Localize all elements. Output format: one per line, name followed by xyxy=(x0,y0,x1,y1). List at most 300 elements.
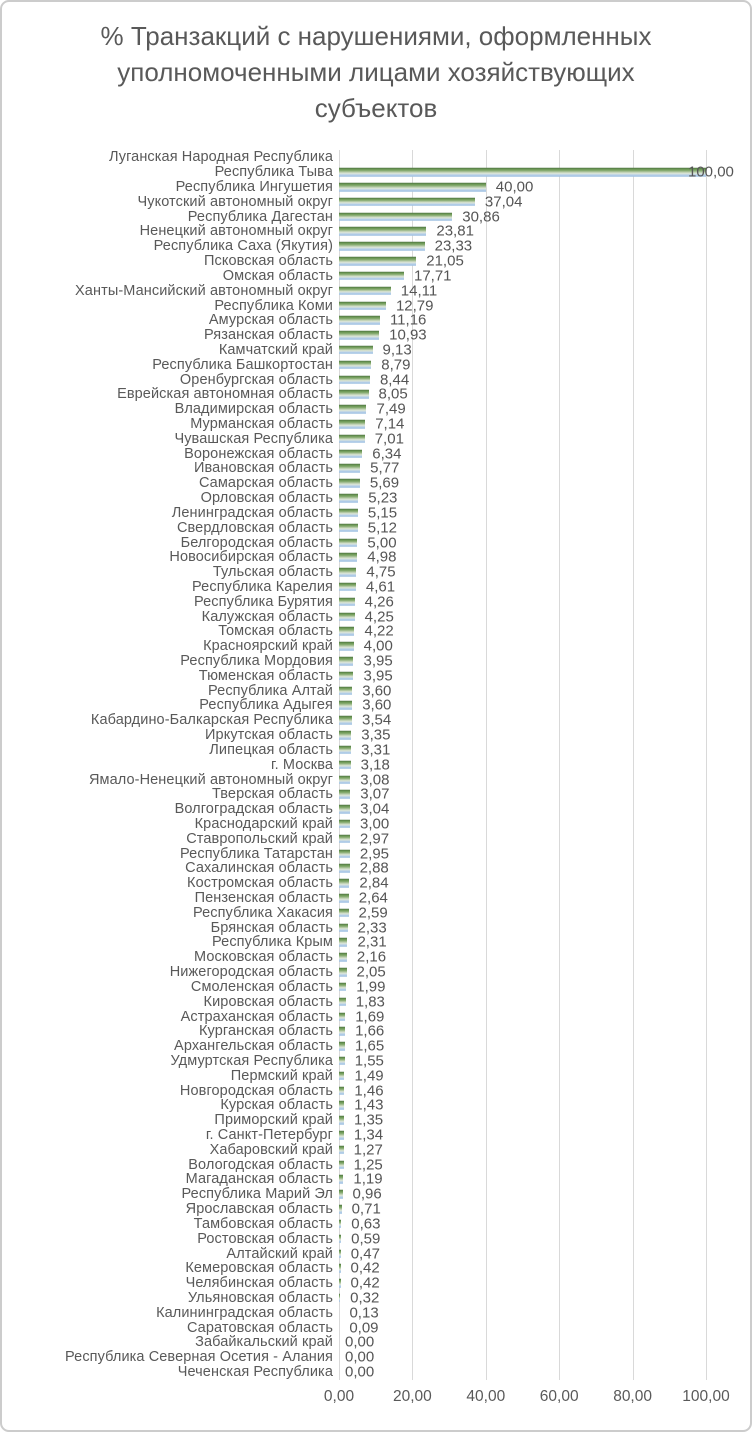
bar xyxy=(339,1116,344,1125)
category-label: Кабардино-Балкарская Республика xyxy=(90,712,333,729)
category-label: Свердловская область xyxy=(176,519,333,536)
category-label: Томская область xyxy=(218,623,333,640)
bar-row xyxy=(2,431,750,446)
value-label: 5,12 xyxy=(367,519,397,537)
bar-row xyxy=(2,565,750,580)
bar-row xyxy=(2,920,750,935)
plot-cell xyxy=(339,950,750,965)
value-label: 4,75 xyxy=(366,563,396,581)
plot-cell xyxy=(339,668,750,683)
bar xyxy=(339,553,357,562)
plot-cell xyxy=(339,831,750,846)
plot-cell xyxy=(339,283,750,298)
plot-cell xyxy=(339,683,750,698)
plot-cell xyxy=(339,520,750,535)
bar xyxy=(339,909,349,918)
category-label: Саратовская область xyxy=(186,1319,333,1336)
value-label: 1,99 xyxy=(356,978,386,996)
plot-cell xyxy=(339,254,750,269)
value-label: 4,22 xyxy=(364,622,394,640)
bar xyxy=(339,346,373,355)
bar-row xyxy=(2,1305,750,1320)
category-label: Хабаровский край xyxy=(209,1141,333,1158)
plot-cell xyxy=(339,920,750,935)
category-label: Чеченская Республика xyxy=(177,1364,333,1381)
category-label: Республика Хакасия xyxy=(192,904,333,921)
plot-cell xyxy=(339,935,750,950)
category-label: Магаданская область xyxy=(185,1171,333,1188)
bar-row xyxy=(2,461,750,476)
bar-row xyxy=(2,757,750,772)
bar-row xyxy=(2,905,750,920)
bar xyxy=(339,983,346,992)
bar-row xyxy=(2,313,750,328)
category-label: Самарская область xyxy=(198,475,333,492)
category-label: Республика Коми xyxy=(214,297,333,314)
value-label: 3,60 xyxy=(362,682,392,700)
bar xyxy=(339,612,355,621)
bar-row xyxy=(2,1128,750,1143)
bar-row xyxy=(2,328,750,343)
bar-row xyxy=(2,713,750,728)
category-label: Волгоградская область xyxy=(174,801,333,818)
bar-row xyxy=(2,580,750,595)
bar xyxy=(339,494,358,503)
plot-cell xyxy=(339,1098,750,1113)
category-label: Ростовская область xyxy=(197,1230,333,1247)
bar-row xyxy=(2,180,750,195)
category-label: г. Москва xyxy=(271,756,333,773)
plot-cell xyxy=(339,180,750,195)
value-label: 37,04 xyxy=(484,193,523,211)
bar-row xyxy=(2,1142,750,1157)
bar-row xyxy=(2,343,750,358)
bar-row xyxy=(2,624,750,639)
bar-row xyxy=(2,1291,750,1306)
bar-row xyxy=(2,372,750,387)
category-label: Чувашская Республика xyxy=(174,430,333,447)
category-label: Астраханская область xyxy=(180,1008,333,1025)
value-label: 3,07 xyxy=(360,785,390,803)
bar-row xyxy=(2,1009,750,1024)
value-label: 1,66 xyxy=(355,1022,385,1040)
value-label: 0,00 xyxy=(345,1333,375,1351)
plot-cell xyxy=(339,209,750,224)
bar xyxy=(339,257,416,266)
category-label: Смоленская область xyxy=(190,978,333,995)
category-label: Костромская область xyxy=(187,875,333,892)
bar-row xyxy=(2,935,750,950)
category-label: Кемеровская область xyxy=(185,1260,333,1277)
bar-rows xyxy=(2,150,750,1380)
plot-cell xyxy=(339,476,750,491)
bar xyxy=(339,1027,345,1036)
plot-cell xyxy=(339,713,750,728)
bar xyxy=(339,183,486,192)
plot-cell xyxy=(339,269,750,284)
plot-cell xyxy=(339,1231,750,1246)
bar xyxy=(339,405,366,414)
value-label: 1,49 xyxy=(354,1067,384,1085)
bar-row xyxy=(2,298,750,313)
category-label: Рязанская область xyxy=(203,327,333,344)
bar-row xyxy=(2,1217,750,1232)
category-label: Ханты-Мансийский автономный округ xyxy=(75,282,333,299)
value-label: 7,49 xyxy=(376,400,406,418)
category-label: Алтайский край xyxy=(226,1245,333,1262)
plot-cell xyxy=(339,1350,750,1365)
value-label: 3,95 xyxy=(363,667,393,685)
bar-row xyxy=(2,1172,750,1187)
bar-row xyxy=(2,1350,750,1365)
bar-row xyxy=(2,194,750,209)
bar xyxy=(339,1264,341,1273)
value-label: 3,00 xyxy=(360,815,390,833)
bar-row xyxy=(2,980,750,995)
bar-row xyxy=(2,550,750,565)
bar xyxy=(339,731,351,740)
plot-cell xyxy=(339,1246,750,1261)
x-tick-label: 80,00 xyxy=(613,1388,652,1405)
category-label: Амурская область xyxy=(208,312,333,329)
bar-row xyxy=(2,891,750,906)
bar xyxy=(339,598,355,607)
category-label: Республика Башкортостан xyxy=(152,356,333,373)
category-label: Удмуртская Республика xyxy=(170,1052,333,1069)
bar xyxy=(339,242,425,251)
value-label: 1,19 xyxy=(353,1170,383,1188)
bar-row xyxy=(2,1365,750,1380)
bar-row xyxy=(2,1068,750,1083)
bar-row xyxy=(2,1157,750,1172)
value-label: 0,09 xyxy=(349,1319,379,1337)
bar xyxy=(339,1042,345,1051)
bar xyxy=(339,1175,343,1184)
value-label: 17,71 xyxy=(413,267,452,285)
bar-row xyxy=(2,1054,750,1069)
bar-row xyxy=(2,506,750,521)
bar xyxy=(339,435,365,444)
value-label: 0,13 xyxy=(349,1304,379,1322)
value-label: 0,63 xyxy=(351,1215,381,1233)
category-label: Приморский край xyxy=(214,1112,333,1129)
bar xyxy=(339,820,350,829)
bar xyxy=(339,1160,344,1169)
bar xyxy=(339,790,350,799)
plot-cell xyxy=(339,313,750,328)
value-label: 4,00 xyxy=(363,637,393,655)
plot-cell xyxy=(339,372,750,387)
category-label: Забайкальский край xyxy=(195,1334,333,1351)
value-label: 1,25 xyxy=(353,1156,383,1174)
plot-cell xyxy=(339,1291,750,1306)
value-label: 5,77 xyxy=(370,459,400,477)
value-label: 1,43 xyxy=(354,1096,384,1114)
category-label: Калининградская область xyxy=(156,1304,333,1321)
plot-cell xyxy=(339,639,750,654)
plot-cell xyxy=(339,357,750,372)
bar xyxy=(339,923,348,932)
bar xyxy=(339,272,404,281)
category-label: Республика Алтай xyxy=(208,682,333,699)
category-label: Республика Марий Эл xyxy=(181,1186,333,1203)
bar-row xyxy=(2,239,750,254)
bar xyxy=(339,657,353,666)
category-label: Псковская область xyxy=(203,253,333,270)
plot-cell xyxy=(339,743,750,758)
plot-cell xyxy=(339,846,750,861)
bar xyxy=(339,864,350,873)
bar xyxy=(339,1101,344,1110)
category-label: Архангельская область xyxy=(174,1038,333,1055)
category-label: Московская область xyxy=(193,949,333,966)
category-label: Республика Ингушетия xyxy=(175,179,333,196)
value-label: 4,61 xyxy=(365,578,396,596)
bar xyxy=(339,835,350,844)
category-label: Республика Дагестан xyxy=(187,208,333,225)
bar xyxy=(339,1249,341,1258)
bar-row xyxy=(2,535,750,550)
bar xyxy=(339,420,365,429)
category-label: Республика Северная Осетия - Алания xyxy=(65,1349,333,1366)
category-label: Челябинская область xyxy=(185,1275,333,1292)
value-label: 7,01 xyxy=(374,430,404,448)
x-tick-label: 40,00 xyxy=(466,1388,506,1405)
x-tick-label: 0,00 xyxy=(323,1388,355,1405)
value-label: 14,11 xyxy=(400,282,438,300)
value-label: 0,00 xyxy=(345,1363,375,1381)
plot-cell xyxy=(339,343,750,358)
category-label: Мурманская область xyxy=(190,416,333,433)
bar-row xyxy=(2,861,750,876)
plot-cell xyxy=(339,239,750,254)
chart-title: % Транзакций с нарушениями, оформленных уполномоченными лицами хозяйствующих субъектов xyxy=(100,21,652,123)
value-label: 5,23 xyxy=(368,489,398,507)
bar-row xyxy=(2,1261,750,1276)
bar xyxy=(339,538,357,547)
value-label: 1,69 xyxy=(355,1008,385,1026)
bar-row xyxy=(2,817,750,832)
category-label: Республика Саха (Якутия) xyxy=(153,238,333,255)
bar xyxy=(339,701,352,710)
bar xyxy=(339,1072,344,1081)
plot-cell xyxy=(339,1320,750,1335)
bar-row xyxy=(2,1246,750,1261)
bar xyxy=(339,746,351,755)
value-label: 10,93 xyxy=(389,326,427,344)
plot-cell xyxy=(339,728,750,743)
bar-row xyxy=(2,802,750,817)
plot-cell xyxy=(339,417,750,432)
value-label: 2,88 xyxy=(359,859,389,877)
bar-row xyxy=(2,876,750,891)
value-label: 0,42 xyxy=(350,1259,380,1277)
plot-cell xyxy=(339,1187,750,1202)
value-label: 1,27 xyxy=(353,1141,383,1159)
bar-row xyxy=(2,698,750,713)
value-label: 0,59 xyxy=(351,1230,381,1248)
bar-row xyxy=(2,417,750,432)
category-label: Сахалинская область xyxy=(185,860,333,877)
category-label: Вологодская область xyxy=(188,1156,333,1173)
value-label: 12,79 xyxy=(395,297,434,315)
plot-cell xyxy=(339,431,750,446)
bar xyxy=(339,390,369,399)
bar-row xyxy=(2,609,750,624)
value-label: 8,44 xyxy=(379,371,410,389)
plot-cell xyxy=(339,1365,750,1380)
category-label: Камчатский край xyxy=(218,341,333,358)
x-tick-label: 20,00 xyxy=(392,1388,432,1405)
plot-cell xyxy=(339,1305,750,1320)
bar xyxy=(339,968,347,977)
plot-cell xyxy=(339,624,750,639)
plot-cell xyxy=(339,698,750,713)
category-label: Тверская область xyxy=(211,786,333,803)
value-label: 9,13 xyxy=(382,341,412,359)
bar-row xyxy=(2,654,750,669)
bar-row xyxy=(2,772,750,787)
value-label: 5,00 xyxy=(367,534,397,552)
bar-row xyxy=(2,683,750,698)
value-label: 5,15 xyxy=(367,504,398,522)
plot-cell xyxy=(339,1335,750,1350)
bar xyxy=(339,953,347,962)
category-label: Республика Карелия xyxy=(192,578,333,595)
bar xyxy=(339,1086,344,1095)
value-label: 3,04 xyxy=(360,800,390,818)
category-label: Пензенская область xyxy=(194,890,333,907)
bar xyxy=(339,583,356,592)
plot-cell xyxy=(339,994,750,1009)
plot-cell xyxy=(339,506,750,521)
value-label: 1,34 xyxy=(353,1126,384,1144)
value-label: 1,83 xyxy=(355,993,385,1011)
bar-row xyxy=(2,357,750,372)
value-label: 3,18 xyxy=(360,756,390,774)
category-label: Воронежская область xyxy=(184,445,333,462)
value-label: 21,05 xyxy=(426,252,464,270)
value-label: 2,16 xyxy=(356,948,387,966)
bar xyxy=(339,1220,341,1229)
category-label: Оренбургская область xyxy=(179,371,333,388)
value-label: 5,69 xyxy=(369,474,400,492)
plot-cell xyxy=(339,861,750,876)
value-label: 0,47 xyxy=(350,1245,380,1263)
bar xyxy=(339,1190,343,1199)
category-label: Омская область xyxy=(222,267,333,284)
bar-row xyxy=(2,402,750,417)
value-label: 1,65 xyxy=(355,1037,385,1055)
plot-cell xyxy=(339,1054,750,1069)
category-label: Республика Мордовия xyxy=(180,653,333,670)
plot-cell xyxy=(339,1172,750,1187)
bar-row xyxy=(2,387,750,402)
bar-row xyxy=(2,787,750,802)
bar xyxy=(339,464,360,473)
bar xyxy=(339,523,358,532)
plot-cell xyxy=(339,1009,750,1024)
bar-row xyxy=(2,831,750,846)
bar xyxy=(339,627,354,636)
x-axis xyxy=(323,1388,730,1414)
bar-row xyxy=(2,950,750,965)
bar xyxy=(339,1234,341,1243)
plot-cell xyxy=(339,1039,750,1054)
plot-cell xyxy=(339,594,750,609)
bar-row xyxy=(2,269,750,284)
bar xyxy=(339,1057,345,1066)
bar-row xyxy=(2,209,750,224)
value-label: 8,79 xyxy=(381,356,411,374)
bar xyxy=(339,168,706,177)
bar-row xyxy=(2,846,750,861)
category-label: Республика Адыгея xyxy=(199,697,333,714)
plot-cell xyxy=(339,1113,750,1128)
value-label: 2,95 xyxy=(359,845,390,863)
plot-cell xyxy=(339,965,750,980)
value-label: 40,00 xyxy=(495,178,534,196)
bar-row xyxy=(2,283,750,298)
bar-row xyxy=(2,1231,750,1246)
value-label: 3,60 xyxy=(362,696,392,714)
bar-row xyxy=(2,743,750,758)
plot-cell xyxy=(339,1276,750,1291)
category-label: Курская область xyxy=(220,1097,333,1114)
plot-cell xyxy=(339,298,750,313)
bar xyxy=(339,997,346,1006)
value-label: 3,95 xyxy=(363,652,393,670)
plot-cell xyxy=(339,150,750,165)
plot-cell xyxy=(339,891,750,906)
bar xyxy=(339,1279,341,1288)
bar xyxy=(339,849,350,858)
bar xyxy=(339,449,362,458)
plot-cell xyxy=(339,224,750,239)
category-label: Ульяновская область xyxy=(187,1289,333,1306)
plot-cell xyxy=(339,1068,750,1083)
bar-row xyxy=(2,965,750,980)
category-label: Нижегородская область xyxy=(169,964,333,981)
bar xyxy=(339,479,360,488)
value-label: 0,71 xyxy=(351,1200,381,1218)
plot-cell xyxy=(339,980,750,995)
bar xyxy=(339,301,386,310)
bar xyxy=(339,686,352,695)
bar xyxy=(339,805,350,814)
bar xyxy=(339,879,349,888)
value-label: 0,32 xyxy=(350,1289,380,1307)
bar-row xyxy=(2,1083,750,1098)
bar xyxy=(339,286,391,295)
category-label: Луганская Народная Республика xyxy=(108,149,333,166)
category-label: Белгородская область xyxy=(180,534,333,551)
plot-cell xyxy=(339,580,750,595)
value-label: 30,86 xyxy=(462,208,500,226)
value-label: 11,16 xyxy=(389,311,427,329)
bar-row xyxy=(2,639,750,654)
category-label: Ивановская область xyxy=(194,460,333,477)
category-label: Чукотский автономный округ xyxy=(137,193,333,210)
plot-cell xyxy=(339,565,750,580)
bar xyxy=(339,568,356,577)
value-label: 7,14 xyxy=(375,415,405,433)
value-label: 1,46 xyxy=(354,1082,384,1100)
category-label: Иркутская область xyxy=(205,727,333,744)
category-label: Владимирская область xyxy=(174,401,333,418)
category-label: Красноярский край xyxy=(203,638,333,655)
x-tick-label: 60,00 xyxy=(539,1388,579,1405)
